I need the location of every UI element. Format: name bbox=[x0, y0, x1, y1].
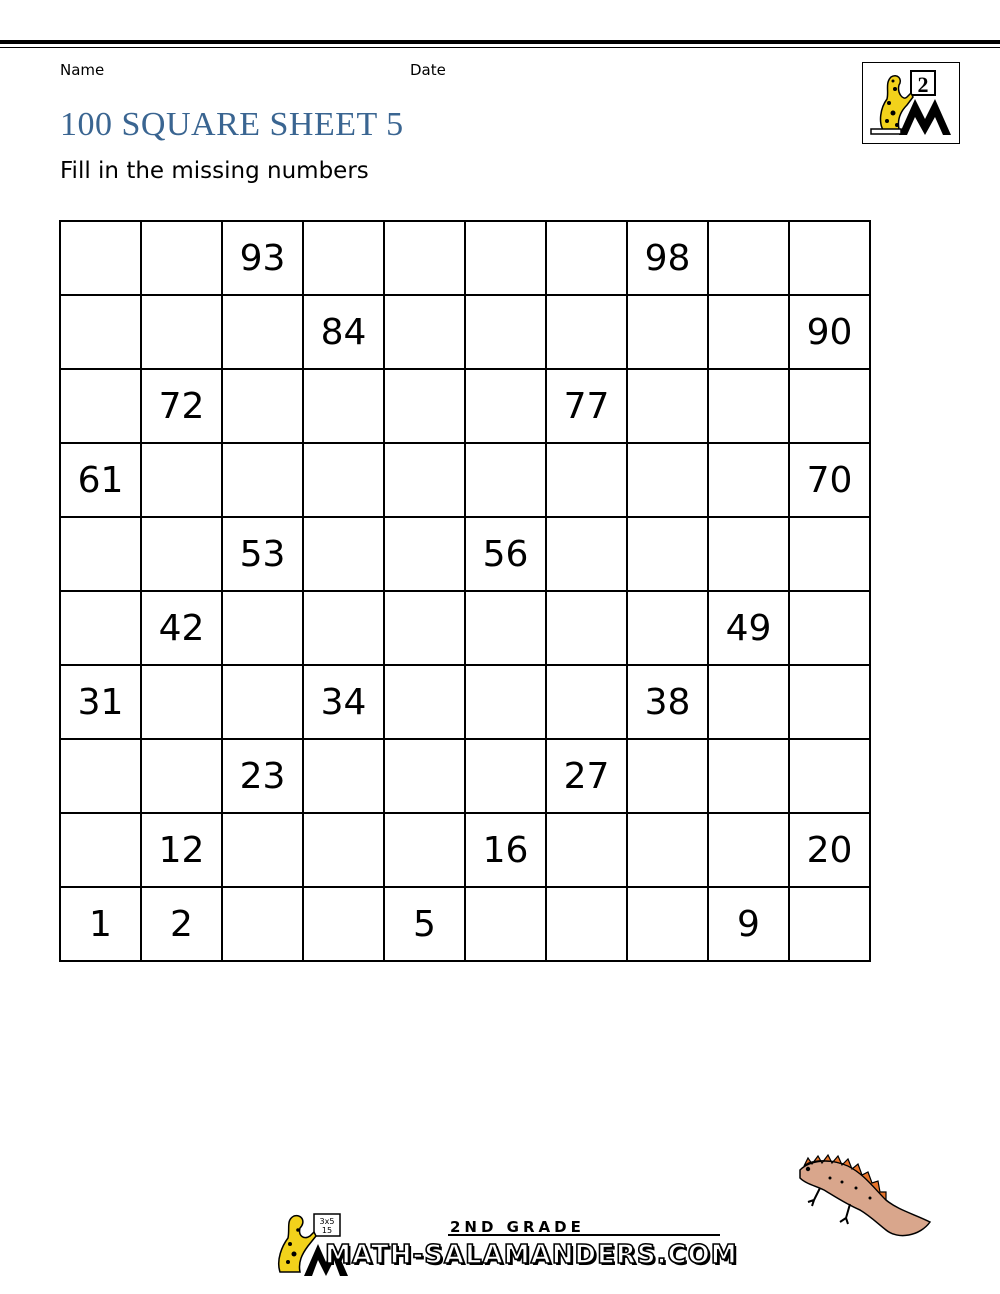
grid-cell-blank[interactable] bbox=[303, 517, 384, 591]
grid-cell-blank[interactable] bbox=[60, 813, 141, 887]
grid-row bbox=[60, 443, 870, 517]
grid-row bbox=[60, 295, 870, 369]
footer-site-text: MATH-SALAMANDERS.COM bbox=[325, 1240, 738, 1270]
grid-cell-blank[interactable] bbox=[789, 517, 870, 591]
grid-cell-given: 53 bbox=[222, 517, 303, 591]
grid-cell-blank[interactable] bbox=[303, 369, 384, 443]
grid-cell-blank[interactable] bbox=[789, 665, 870, 739]
grid-row bbox=[60, 591, 870, 665]
grid-cell-given: 56 bbox=[465, 517, 546, 591]
grid-cell-blank[interactable] bbox=[627, 813, 708, 887]
grid-cell-blank[interactable] bbox=[708, 813, 789, 887]
grid-cell-blank[interactable] bbox=[627, 887, 708, 961]
grid-cell-blank[interactable] bbox=[546, 665, 627, 739]
grid-cell-given: 16 bbox=[465, 813, 546, 887]
grid-cell-blank[interactable] bbox=[222, 591, 303, 665]
grid-cell-blank[interactable] bbox=[627, 369, 708, 443]
grid-cell-blank[interactable] bbox=[222, 813, 303, 887]
grid-cell-blank[interactable] bbox=[546, 813, 627, 887]
grid-cell-given: 31 bbox=[60, 665, 141, 739]
grid-cell-given: 1 bbox=[60, 887, 141, 961]
salamander-logo-icon bbox=[863, 63, 959, 143]
grid-cell-blank[interactable] bbox=[60, 591, 141, 665]
grid-cell-blank[interactable] bbox=[789, 887, 870, 961]
grid-cell-blank[interactable] bbox=[60, 517, 141, 591]
grid-row bbox=[60, 813, 870, 887]
grid-cell-blank[interactable] bbox=[222, 295, 303, 369]
grid-cell-blank[interactable] bbox=[384, 221, 465, 295]
grid-cell-blank[interactable] bbox=[384, 665, 465, 739]
grid-cell-given: 93 bbox=[222, 221, 303, 295]
grid-cell-blank[interactable] bbox=[141, 443, 222, 517]
grid-cell-blank[interactable] bbox=[303, 739, 384, 813]
grid-cell-blank[interactable] bbox=[708, 443, 789, 517]
hundred-square-grid bbox=[59, 220, 871, 962]
grid-cell-blank[interactable] bbox=[465, 443, 546, 517]
grid-cell-blank[interactable] bbox=[465, 591, 546, 665]
grid-cell-blank[interactable] bbox=[303, 591, 384, 665]
grid-cell-blank[interactable] bbox=[465, 369, 546, 443]
date-label: Date bbox=[410, 61, 446, 79]
grid-row bbox=[60, 739, 870, 813]
grid-cell-blank[interactable] bbox=[384, 813, 465, 887]
grid-cell-blank[interactable] bbox=[789, 369, 870, 443]
logo-grade-number: 2 bbox=[917, 72, 929, 97]
grid-cell-blank[interactable] bbox=[384, 369, 465, 443]
grid-cell-blank[interactable] bbox=[141, 221, 222, 295]
grid-cell-blank[interactable] bbox=[627, 591, 708, 665]
grid-row bbox=[60, 369, 870, 443]
grid-row bbox=[60, 665, 870, 739]
grid-cell-given: 5 bbox=[384, 887, 465, 961]
header-rule-thin bbox=[0, 47, 1000, 48]
grid-cell-blank[interactable] bbox=[465, 739, 546, 813]
grid-cell-blank[interactable] bbox=[303, 813, 384, 887]
grid-cell-blank[interactable] bbox=[465, 221, 546, 295]
grid-cell-given: 27 bbox=[546, 739, 627, 813]
grid-cell-given: 90 bbox=[789, 295, 870, 369]
grid-cell-blank[interactable] bbox=[627, 295, 708, 369]
grid-cell-blank[interactable] bbox=[384, 739, 465, 813]
grid-cell-blank[interactable] bbox=[546, 443, 627, 517]
grid-cell-given: 77 bbox=[546, 369, 627, 443]
grid-cell-given: 98 bbox=[627, 221, 708, 295]
grid-cell-blank[interactable] bbox=[384, 517, 465, 591]
grid-cell-given: 61 bbox=[60, 443, 141, 517]
board-equation: 3x5 bbox=[319, 1217, 335, 1226]
grid-cell-blank[interactable] bbox=[546, 221, 627, 295]
grid-cell-blank[interactable] bbox=[708, 665, 789, 739]
grid-row bbox=[60, 887, 870, 961]
grid-cell-given: 38 bbox=[627, 665, 708, 739]
grid-cell-blank[interactable] bbox=[303, 887, 384, 961]
grid-cell-blank[interactable] bbox=[60, 739, 141, 813]
page-title: 100 SQUARE SHEET 5 bbox=[60, 106, 404, 143]
grid-cell-given: 23 bbox=[222, 739, 303, 813]
grid-cell-blank[interactable] bbox=[465, 295, 546, 369]
grid-cell-blank[interactable] bbox=[789, 591, 870, 665]
grid-cell-blank[interactable] bbox=[465, 887, 546, 961]
grid-cell-blank[interactable] bbox=[708, 739, 789, 813]
grid-cell-blank[interactable] bbox=[141, 739, 222, 813]
grid-cell-blank[interactable] bbox=[141, 665, 222, 739]
grid-cell-given: 42 bbox=[141, 591, 222, 665]
grid-cell-given: 9 bbox=[708, 887, 789, 961]
grid-cell-blank[interactable] bbox=[708, 221, 789, 295]
board-answer: 15 bbox=[321, 1226, 333, 1235]
footer-grade-text: 2ND GRADE bbox=[450, 1218, 585, 1236]
grid-cell-blank[interactable] bbox=[546, 591, 627, 665]
grid-cell-given: 72 bbox=[141, 369, 222, 443]
grid-cell-blank[interactable] bbox=[303, 443, 384, 517]
grid-row bbox=[60, 517, 870, 591]
grid-cell-blank[interactable] bbox=[384, 443, 465, 517]
grid-cell-blank[interactable] bbox=[546, 517, 627, 591]
grid-cell-blank[interactable] bbox=[384, 591, 465, 665]
grid-cell-given: 70 bbox=[789, 443, 870, 517]
instructions: Fill in the missing numbers bbox=[60, 158, 369, 184]
grid-cell-blank[interactable] bbox=[708, 517, 789, 591]
grid-cell-blank[interactable] bbox=[384, 295, 465, 369]
grid-cell-given: 20 bbox=[789, 813, 870, 887]
name-label: Name bbox=[60, 61, 105, 79]
salamander-mascot-icon bbox=[790, 1152, 935, 1252]
grid-cell-blank[interactable] bbox=[60, 221, 141, 295]
grid-cell-blank[interactable] bbox=[789, 739, 870, 813]
grid-cell-blank[interactable] bbox=[222, 369, 303, 443]
grid-cell-blank[interactable] bbox=[60, 369, 141, 443]
grid-cell-blank[interactable] bbox=[60, 295, 141, 369]
grid-cell-blank[interactable] bbox=[303, 221, 384, 295]
grid-cell-given: 84 bbox=[303, 295, 384, 369]
grid-cell-blank[interactable] bbox=[222, 887, 303, 961]
grid-cell-blank[interactable] bbox=[141, 295, 222, 369]
grid-cell-blank[interactable] bbox=[465, 665, 546, 739]
grid-cell-given: 34 bbox=[303, 665, 384, 739]
grid-cell-blank[interactable] bbox=[708, 295, 789, 369]
grid-cell-blank[interactable] bbox=[222, 665, 303, 739]
grid-cell-blank[interactable] bbox=[708, 369, 789, 443]
grid-cell-given: 12 bbox=[141, 813, 222, 887]
grid-cell-blank[interactable] bbox=[627, 517, 708, 591]
grid-cell-blank[interactable] bbox=[627, 443, 708, 517]
grid-cell-blank[interactable] bbox=[546, 295, 627, 369]
grid-cell-blank[interactable] bbox=[627, 739, 708, 813]
grade-logo bbox=[862, 62, 960, 144]
grid-row bbox=[60, 221, 870, 295]
grid-cell-given: 49 bbox=[708, 591, 789, 665]
grid-cell-blank[interactable] bbox=[546, 887, 627, 961]
grid-cell-blank[interactable] bbox=[141, 517, 222, 591]
header-rule-thick bbox=[0, 40, 1000, 44]
grid-cell-blank[interactable] bbox=[789, 221, 870, 295]
grid-cell-blank[interactable] bbox=[222, 443, 303, 517]
grid-cell-given: 2 bbox=[141, 887, 222, 961]
